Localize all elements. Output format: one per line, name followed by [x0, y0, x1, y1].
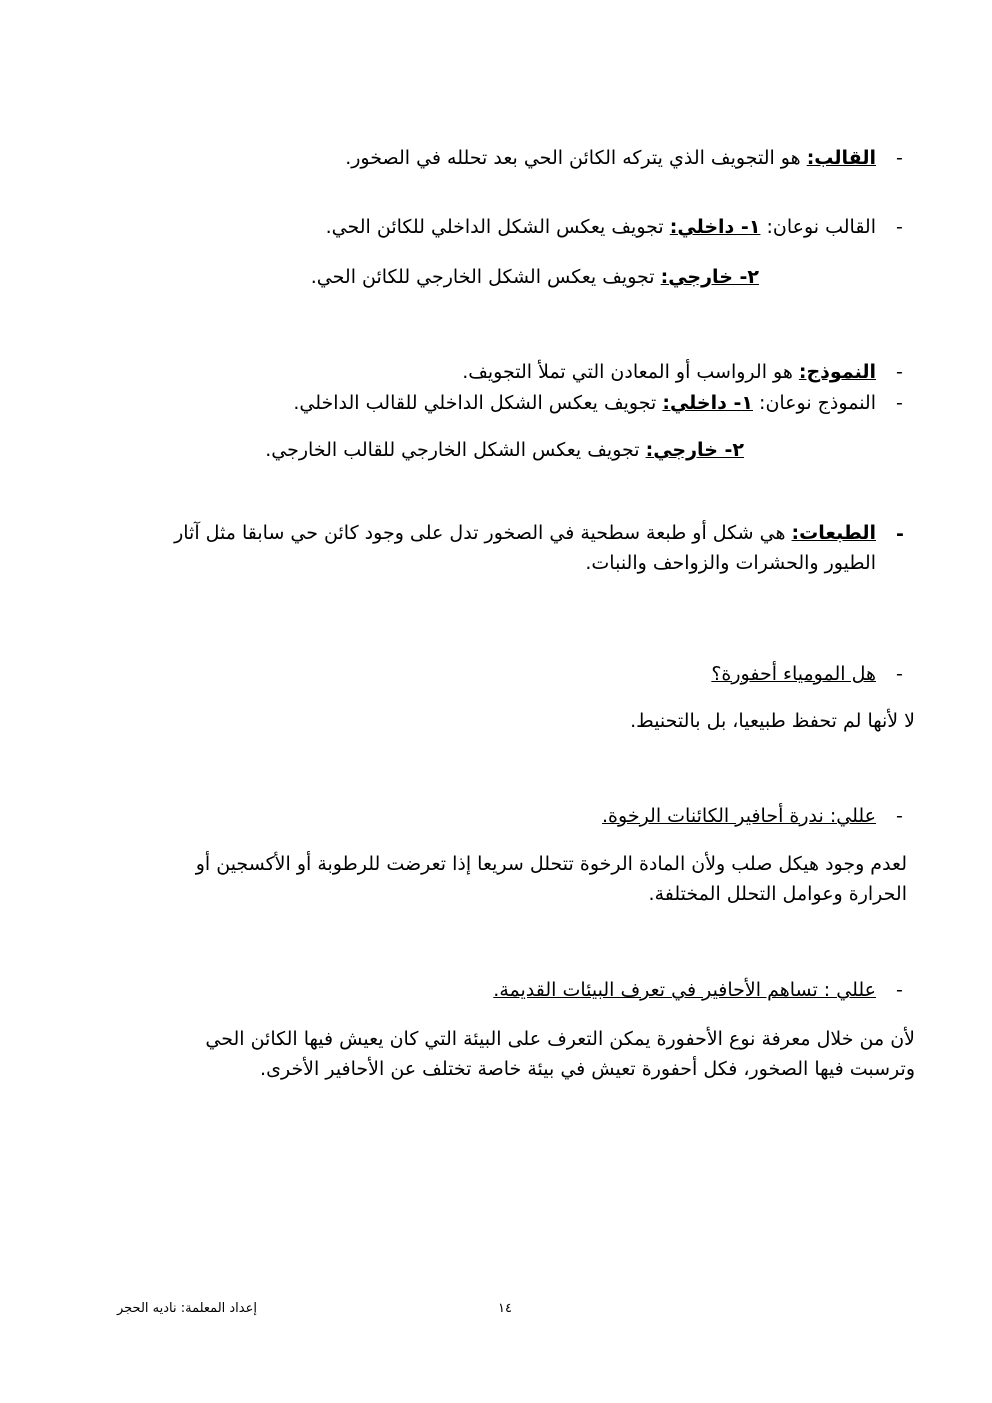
answer-soft-bodied: لعدم وجود هيكل صلب ولأن المادة الرخوة تتحلل سريعا إذا تعرضت للرطوبة أو الأكسجين أو الحرارة وعوامل التحلل المختلفة.	[195, 853, 907, 905]
bullet-dash: -	[896, 216, 903, 238]
cast-type-external-desc: تجويف يعكس الشكل الخارجي للقالب الخارجي.	[265, 439, 646, 461]
mold-types-lead: القالب نوعان:	[760, 216, 876, 238]
cast-types-line-1	[293, 390, 876, 416]
definition-imprints	[126, 518, 876, 578]
mold-type-external-desc: تجويف يعكس الشكل الخارجي للكائن الحي.	[310, 266, 661, 288]
definition-text: هو التجويف الذي يتركه الكائن الحي بعد تحلله في الصخور.	[345, 147, 807, 169]
question-ancient-environments: عللي : تساهم الأحافير في تعرف البيئات القديمة.	[493, 979, 876, 1001]
term-cast: النموذج:	[798, 361, 876, 383]
definition-text: هو الرواسب أو المعادن التي تملأ التجويف.	[462, 361, 799, 383]
definition-text: هي شكل أو طبعة سطحية في الصخور تدل على وجود كائن حي سابقا مثل آثار الطيور والحشرات والزواحف والنبات.	[174, 522, 876, 574]
answer-mummy: لا لأنها لم تحفظ طبيعيا، بل بالتحنيط.	[630, 710, 915, 732]
answer-ancient-environments: لأن من خلال معرفة نوع الأحفورة يمكن التعرف على البيئة التي كان يعيش فيها الكائن الحي وترسبت فيها الصخور، فكل أحفورة تعيش في بيئة خاصة تختلف عن الأحافير الأخرى.	[205, 1028, 915, 1080]
term-imprints: الطبعات:	[791, 522, 876, 544]
bullet-dash: -	[896, 979, 903, 1001]
definition-cast	[462, 359, 876, 385]
bullet-dash: -	[896, 361, 903, 383]
bullet-dash: -	[896, 805, 903, 827]
cast-type-external: ٢- خارجي:	[645, 439, 744, 461]
question-soft-bodied: عللي: ندرة أحافير الكائنات الرخوة.	[602, 805, 876, 827]
bullet-dash: -	[896, 392, 903, 414]
cast-types-line-2	[265, 437, 744, 463]
mold-type-internal: ١- داخلي:	[669, 216, 761, 238]
cast-type-internal-desc: تجويف يعكس الشكل الداخلي للقالب الداخلي.	[293, 392, 663, 414]
term-mold: القالب:	[806, 147, 876, 169]
definition-mold	[345, 145, 876, 171]
question-mummy: هل المومياء أحفورة؟	[711, 663, 876, 685]
mold-type-external: ٢- خارجي:	[660, 266, 759, 288]
bullet-dash: -	[896, 147, 903, 169]
mold-types-line-1	[326, 214, 876, 240]
page-number: ١٤	[498, 1301, 512, 1316]
bullet-dash: -	[896, 523, 904, 545]
footer-author: إعداد المعلمة: ناديه الحجر	[116, 1301, 257, 1316]
bullet-dash: -	[896, 663, 903, 685]
cast-types-lead: النموذج نوعان:	[753, 392, 876, 414]
cast-type-internal: ١- داخلي:	[662, 392, 753, 414]
mold-types-line-2	[311, 264, 759, 290]
mold-type-internal-desc: تجويف يعكس الشكل الداخلي للكائن الحي.	[325, 216, 670, 238]
